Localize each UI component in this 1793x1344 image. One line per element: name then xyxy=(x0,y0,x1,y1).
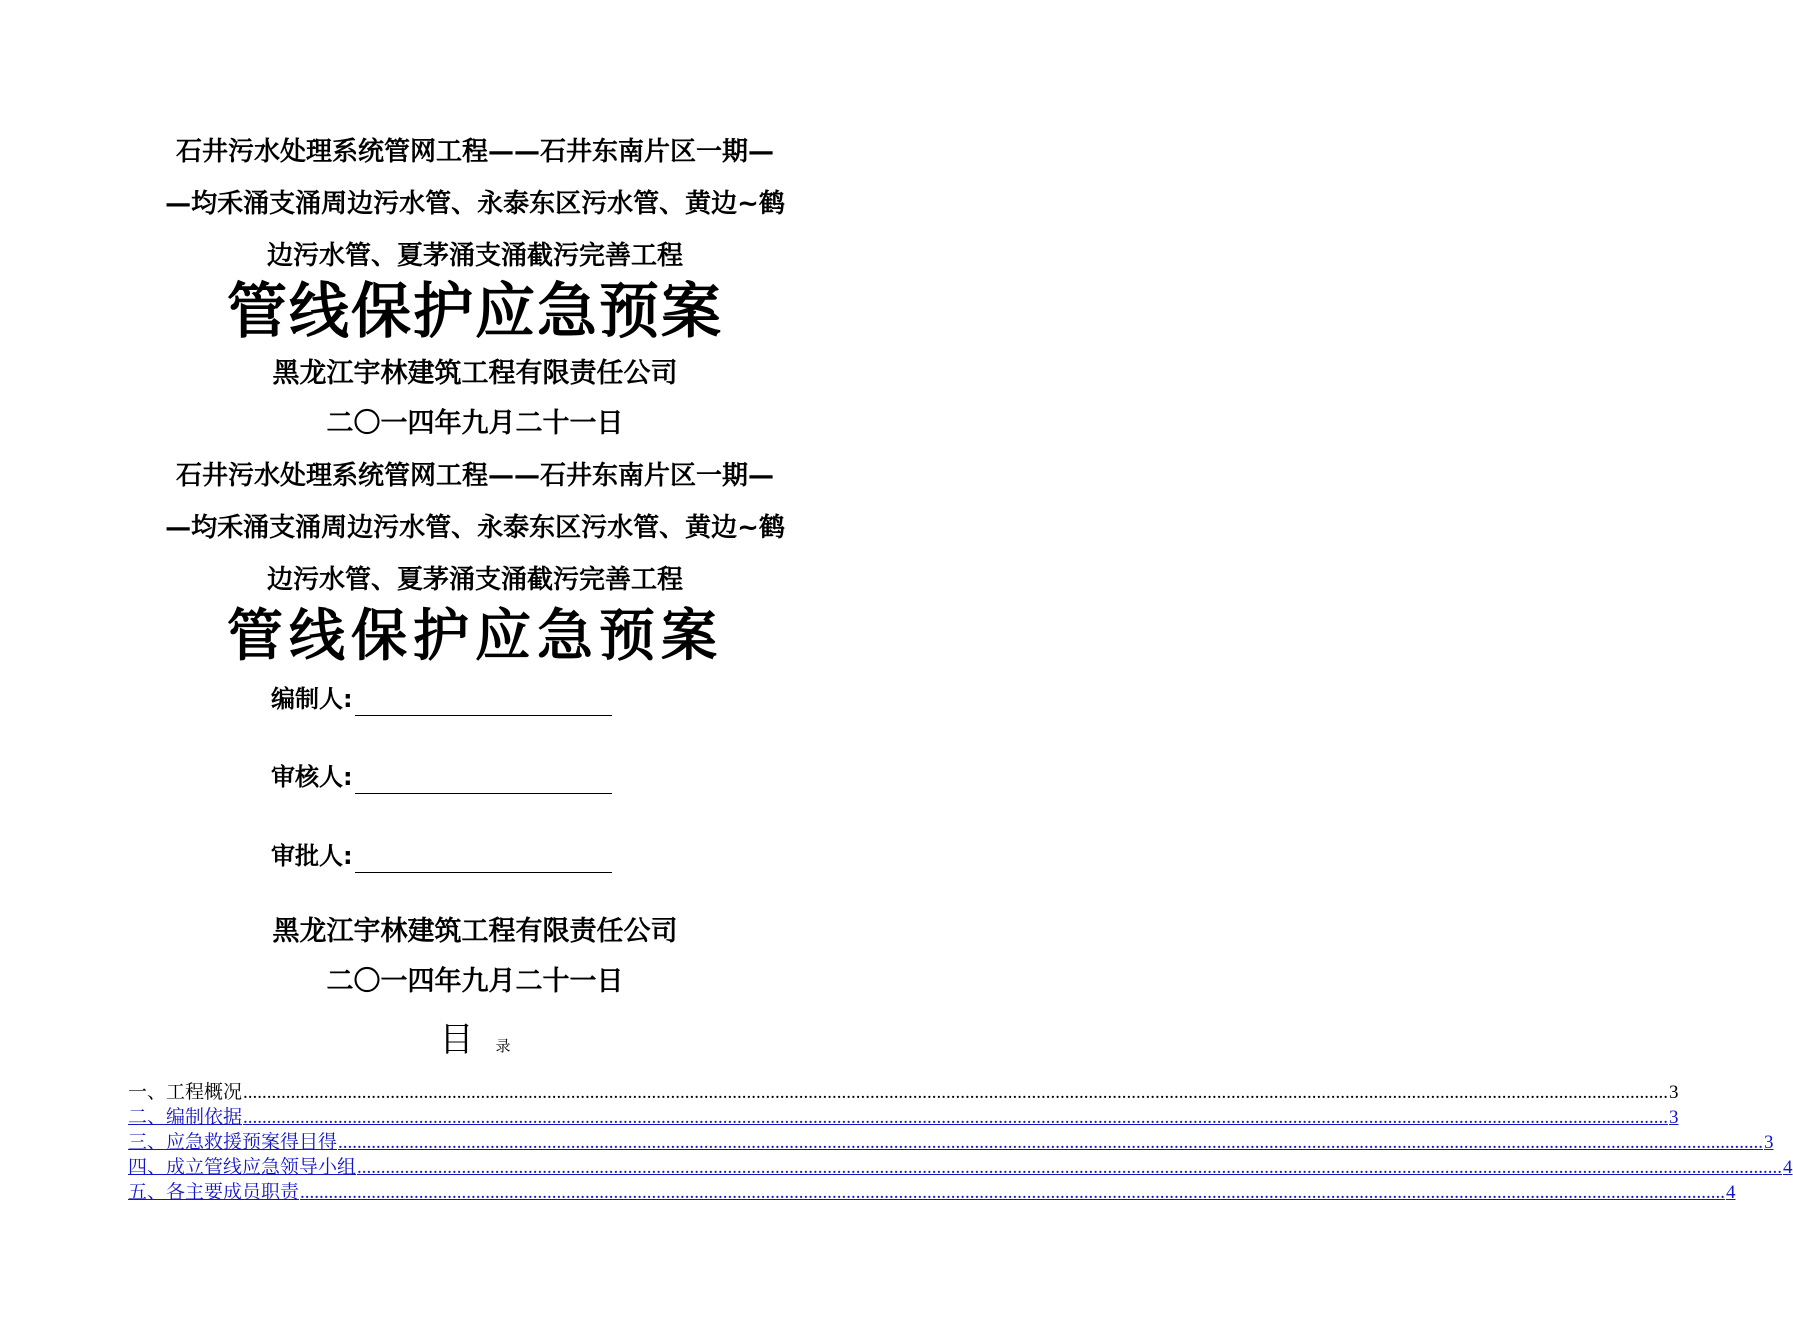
toc-entry-link[interactable] xyxy=(128,1105,1679,1130)
project-name xyxy=(0,126,950,282)
project-name-line-3: 边污水管、夏茅涌支涌截污完善工程 xyxy=(266,565,683,595)
toc-entry-link[interactable] xyxy=(128,1130,1774,1155)
toc-entry-page: 3 xyxy=(1669,1107,1679,1128)
toc-entry-page: 4 xyxy=(1726,1182,1736,1203)
project-name-line-1: 石井污水处理系统管网工程——石井东南片区一期— xyxy=(175,461,774,491)
document-title: 管线保护应急预案 xyxy=(227,277,723,347)
toc-leader-dots: ............................................................................................................................................................................................................................................................................................................ xyxy=(243,1107,1669,1128)
toc-entry-text: 三、应急救援预案得目得 xyxy=(128,1132,338,1153)
compiler-signature xyxy=(271,682,612,716)
toc-entry-text: 五、各主要成员职责 xyxy=(128,1182,300,1203)
toc-leader-dots: ............................................................................................................................................................................................................................................................................................................ xyxy=(338,1132,1764,1153)
toc-entry-page: 4 xyxy=(1783,1157,1793,1178)
reviewer-signature xyxy=(271,760,612,794)
toc-entry-text: 四、成立管线应急领导小组 xyxy=(128,1157,357,1178)
signature-blank-line xyxy=(355,767,612,794)
toc-heading-char-1: 目 xyxy=(439,1020,474,1060)
toc-heading xyxy=(0,1012,950,1061)
project-name-line-2: —均禾涌支涌周边污水管、永泰东区污水管、黄边~鹤 xyxy=(165,513,785,543)
document-date-repeat: 二〇一四年九月二十一日 xyxy=(326,966,624,997)
toc-entry-link[interactable] xyxy=(128,1180,1736,1205)
signature-blank-line xyxy=(355,846,612,873)
toc-entry-page: 3 xyxy=(1764,1132,1774,1153)
toc-leader-dots: ............................................................................................................................................................................................................................................................................................................ xyxy=(243,1082,1669,1103)
toc-entry-page: 3 xyxy=(1669,1082,1679,1103)
toc-entry-text: 二、编制依据 xyxy=(128,1107,243,1128)
toc-leader-dots: ............................................................................................................................................................................................................................................................................................................ xyxy=(357,1157,1783,1178)
document-date: 二〇一四年九月二十一日 xyxy=(326,408,624,439)
signature-label: 编制人: xyxy=(271,685,353,713)
approver-signature xyxy=(271,839,612,873)
project-name-line-3: 边污水管、夏茅涌支涌截污完善工程 xyxy=(266,241,683,271)
signature-label: 审批人: xyxy=(271,842,353,870)
table-of-contents xyxy=(128,1080,1793,1205)
toc-entry-text: 一、工程概况 xyxy=(128,1082,243,1103)
toc-leader-dots: ............................................................................................................................................................................................................................................................................................................ xyxy=(300,1182,1726,1203)
toc-heading-char-2: 录 xyxy=(495,1037,511,1055)
company-name: 黑龙江宇林建筑工程有限责任公司 xyxy=(272,358,678,389)
project-name-line-2: —均禾涌支涌周边污水管、永泰东区污水管、黄边~鹤 xyxy=(165,189,785,219)
project-name-line-1: 石井污水处理系统管网工程——石井东南片区一期— xyxy=(175,137,774,167)
toc-entry-link[interactable] xyxy=(128,1155,1793,1180)
signature-label: 审核人: xyxy=(271,763,353,791)
company-name-repeat: 黑龙江宇林建筑工程有限责任公司 xyxy=(272,916,678,947)
toc-entry[interactable] xyxy=(128,1080,1679,1105)
signature-blank-line xyxy=(355,689,612,716)
project-name-repeat xyxy=(0,450,950,606)
document-title-repeat: 管线保护应急预案 xyxy=(227,603,723,669)
